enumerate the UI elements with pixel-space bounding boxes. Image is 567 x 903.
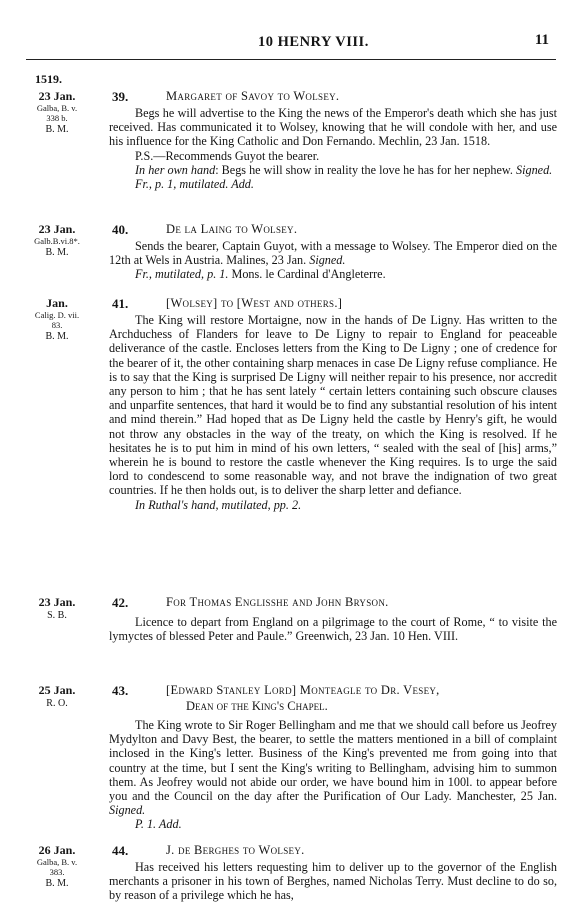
entry-number: 44.: [112, 843, 129, 858]
entry-location: R. O.: [46, 698, 68, 709]
year-label: 1519.: [35, 72, 62, 86]
entry-margin: [26, 595, 88, 622]
entry-location: B. M.: [45, 331, 69, 342]
entry-body: [109, 313, 557, 512]
entry-paragraph: Has received his letters requesting him to deliver up to the governor of the English merchants a prisoner in his town of Berghes, named Nicholas Terry. Must decline to do so, by reason of a privilege which he has,: [109, 860, 557, 903]
entry-heading: Margaret of Savoy to Wolsey.: [166, 89, 340, 103]
running-head: [0, 34, 567, 54]
entry-reference: 338 b.: [46, 113, 68, 123]
entry-date: 26 Jan.: [38, 843, 76, 857]
entry-margin: [26, 683, 88, 710]
entry-paragraph: Sends the bearer, Captain Guyot, with a message to Wolsey. The Emperor died on the 12th at Wels in Austria. Malines, 23 Jan. Signed.: [109, 239, 557, 268]
entry-location: B. M.: [45, 878, 69, 889]
entry-location: B. M.: [45, 247, 69, 258]
entry-note: In Ruthal's hand, mutilated, pp. 2.: [135, 497, 302, 512]
entry-margin: [26, 296, 88, 343]
entry-heading: [Wolsey] to [West and others.]: [166, 296, 343, 310]
entry-location: S. B.: [47, 610, 67, 621]
entry-reference: Calig. D. vii.: [34, 310, 80, 320]
entry-body: [109, 106, 557, 191]
header-rule: [26, 59, 556, 60]
entry-location: B. M.: [45, 124, 69, 135]
entry-date: 23 Jan.: [38, 595, 76, 609]
entry-margin: [26, 222, 88, 259]
entry-own-hand: In her own hand: Begs he will show in reality the love he has for her nephew. Signed.: [135, 162, 553, 177]
entry-number: 42.: [112, 595, 129, 610]
entry-heading: De la Laing to Wolsey.: [166, 222, 298, 236]
entry-paragraph: Licence to depart from England on a pilgrimage to the court of Rome, “ to visite the lymyctes of blessed Peter and Paule.” Greenwich, 23 Jan. 10 Hen. VIII.: [109, 615, 557, 644]
running-title: 10 HENRY VIII.: [258, 34, 369, 50]
entry-body: [109, 860, 557, 903]
entry-note: Fr., p. 1, mutilated. Add.: [135, 177, 254, 192]
entry-reference: Galba, B. v.: [36, 103, 78, 113]
entry-number: 43.: [112, 683, 129, 698]
entry-heading: [Edward Stanley Lord] Monteagle to Dr. Vesey,: [166, 683, 440, 697]
entry-body: [109, 615, 557, 643]
entry-number: 41.: [112, 296, 129, 311]
entry-margin: [26, 89, 88, 136]
entry-paragraph: The King wrote to Sir Roger Bellingham and me that we should call before us Jeofrey Mydylton and Davy Best, the bearer, to settle the matters mentioned in a bill of complaint inclosed in the King's letter. Business of the King's prevented me from going into that country at the time, but I sent the King's writing to Bellingham, advising him to summon them. As Jeofrey would not abide our order, we have bound him in 100l. to appear before you and the Council on the day after the Purification of Our Lady. Manchester, 25 Jan. Signed.: [109, 718, 557, 818]
entry-reference: Galb.B.vi.8*.: [34, 236, 80, 246]
entry-paragraph: The King will restore Mortaigne, now in the hands of De Ligny. Has written to the Archduchess of Flanders for leave to De Ligny to repair to England for peaceable deliverance of the castle. Encloses letters from the King to De Ligny ; one of credence for the bearer of it, the other containing sharp menaces in case De Ligny refuse compliance. He is to say that the King is surprised De Ligny will neither repair to his presence, nor accredit any person to him ; that he has sent lately “ certain letters containing such obscure clauses and unparfite sentences, that hard it would be to find any substantial resolution of his intent and mind therein.” Had hoped that as De Ligny held the castle by Henry's gift, he would not throw any obstacles in the way of the treaty, on which the King is resolved. If he hesitates he is to put him in mind of his own letters, “ sealed with the seal of [his] arms,” wherein he is bound to restore the castle whenever the King requires. Is to urge the said lord to condescend to some reasonable way, and not brave the indignation of two great countries. If he then holds out, is to deliver the sharp letter and defiance.: [109, 313, 557, 498]
entry-reference: Galba, B. v.: [36, 857, 78, 867]
entry-number: 40.: [112, 222, 129, 237]
entry-postscript: P.S.—Recommends Guyot the bearer.: [135, 148, 320, 163]
entry-note: Fr., mutilated, p. 1. Mons. le Cardinal d'Angleterre.: [135, 267, 386, 282]
entry-date: 23 Jan.: [38, 89, 76, 103]
entry-reference: 83.: [51, 320, 63, 330]
entry-date: 23 Jan.: [38, 222, 76, 236]
page-number: 11: [534, 32, 549, 48]
entry-heading: J. de Berghes to Wolsey.: [166, 843, 305, 857]
entry-date: 25 Jan.: [38, 683, 76, 697]
entry-body: [109, 718, 557, 832]
entry-note: P. 1. Add.: [135, 817, 182, 832]
entry-heading-continuation: Dean of the King's Chapel.: [186, 699, 328, 713]
entry-body: [109, 239, 557, 282]
entry-heading: For Thomas Englisshe and John Bryson.: [166, 595, 389, 609]
entry-paragraph: Begs he will advertise to the King the news of the Emperor's death which she has just received. Has communicated it to Wolsey, knowing that he will condole with her, and use his influence for the King Catholic and Don Fernando. Mechlin, 23 Jan. 1518.: [109, 106, 557, 149]
entry-date: Jan.: [46, 296, 68, 310]
entry-number: 39.: [112, 89, 129, 104]
entry-reference: 383.: [49, 867, 65, 877]
entry-margin: [26, 843, 88, 890]
